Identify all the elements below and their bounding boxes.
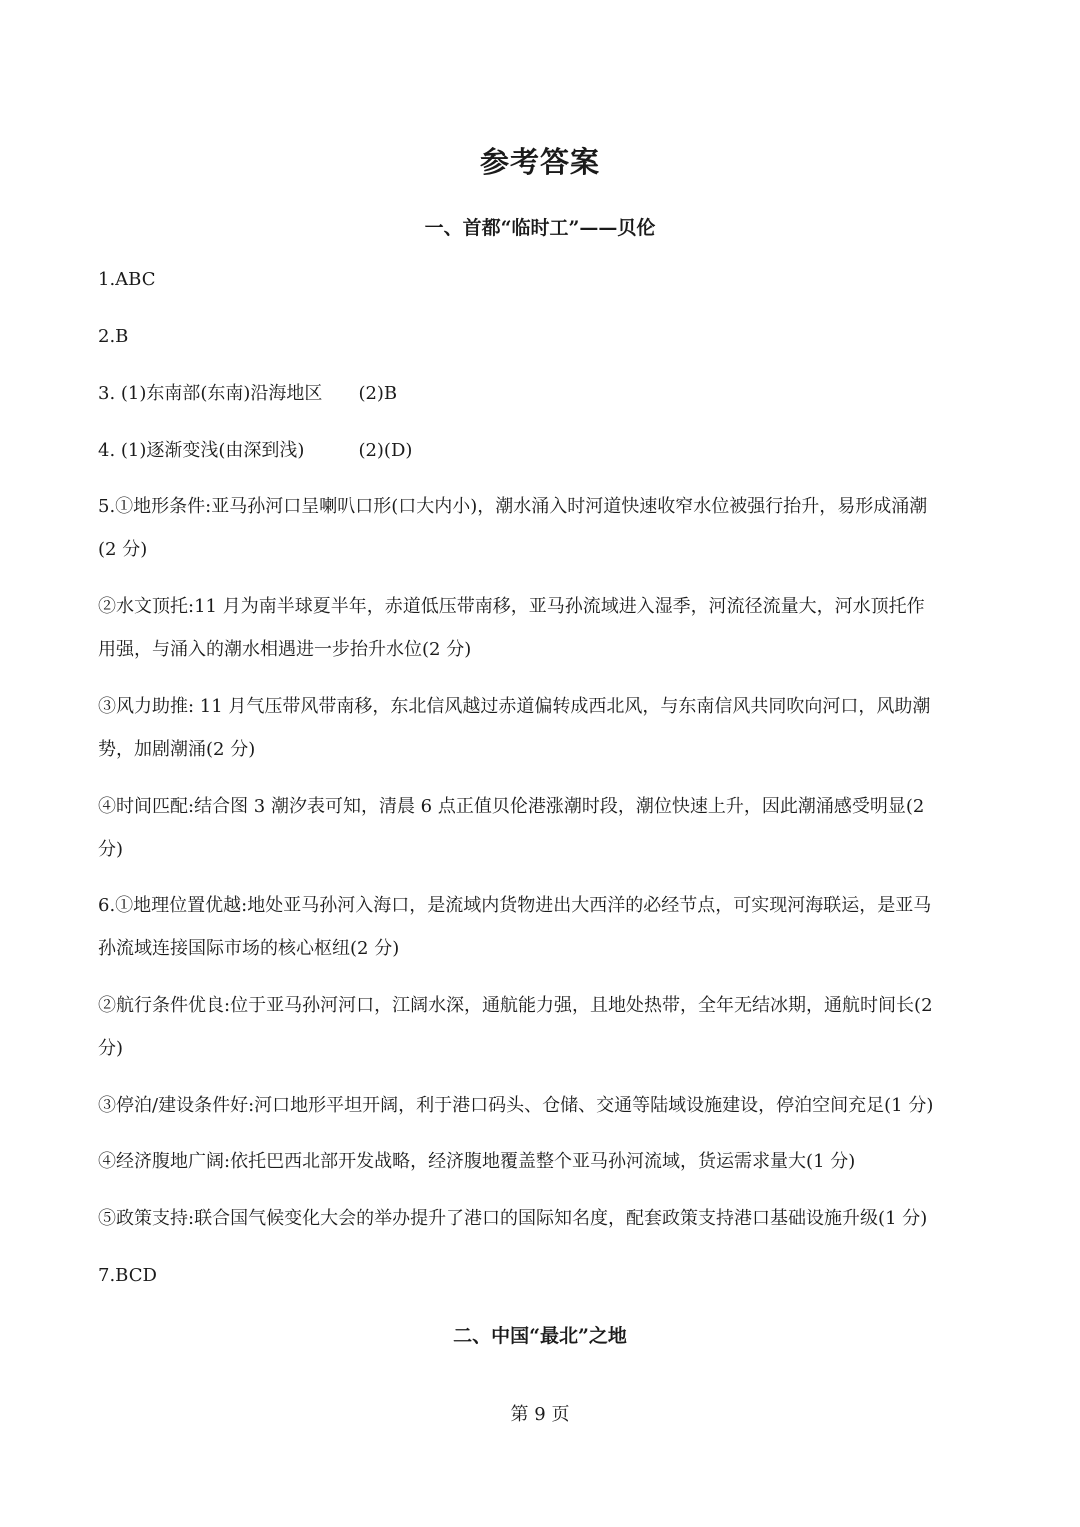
answer-4-part1: 4. (1)逐渐变浅(由深到浅)	[98, 440, 305, 461]
answer-5b-line1: ②水文顶托:11 月为南半球夏半年，赤道低压带南移，亚马孙流域进入湿季，河流径流量大，河水顶托作	[98, 596, 925, 617]
answer-3	[98, 382, 988, 406]
answer-1: 1.ABC	[98, 269, 156, 290]
answer-6d-line1: ④经济腹地广阔:依托巴西北部开发战略，经济腹地覆盖整个亚马孙河流域，货运需求量大(1 分)	[98, 1151, 856, 1172]
answer-6c-line1: ③停泊/建设条件好:河口地形平坦开阔，利于港口码头、仓储、交通等陆域设施建设，停泊空间充足(1 分)	[98, 1095, 934, 1116]
answer-6e-line1: ⑤政策支持:联合国气候变化大会的举办提升了港口的国际知名度，配套政策支持港口基础设施升级(1 分)	[98, 1208, 928, 1229]
answer-5a-line2: (2 分)	[98, 539, 148, 560]
answer-6a-line1: 6.①地理位置优越:地处亚马孙河入海口，是流域内货物进出大西洋的必经节点，可实现河海联运，是亚马	[98, 895, 932, 916]
answer-3-part1: 3. (1)东南部(东南)沿海地区	[98, 383, 323, 404]
answer-7: 7.BCD	[98, 1265, 157, 1286]
section-heading-2: 二、中国“最北”之地	[453, 1325, 627, 1347]
answer-5d-line1: ④时间匹配:结合图 3 潮汐表可知，清晨 6 点正值贝伦港涨潮时段，潮位快速上升，因此潮涌感受明显(2	[98, 796, 925, 817]
page-title: 参考答案	[479, 145, 600, 179]
answer-2: 2.B	[98, 326, 129, 347]
answer-5c-line1: ③风力助推: 11 月气压带风带南移，东北信风越过赤道偏转成西北风，与东南信风共同吹向河口，风助潮	[98, 696, 931, 717]
page-number: 第 9 页	[510, 1404, 570, 1425]
answer-5a-line1: 5.①地形条件:亚马孙河口呈喇叭口形(口大内小)，潮水涌入时河道快速收窄水位被强行抬升，易形成涌潮	[98, 496, 928, 517]
section-heading-1: 一、首都“临时工”——贝伦	[424, 217, 656, 239]
answer-4	[98, 439, 988, 463]
answer-6b-line2: 分)	[98, 1038, 124, 1059]
answer-3-part2: (2)B	[358, 383, 398, 404]
answer-5c-line2: 势，加剧潮涌(2 分)	[98, 739, 256, 760]
answer-4-part2: (2)(D)	[358, 440, 413, 461]
answer-6b-line1: ②航行条件优良:位于亚马孙河河口，江阔水深，通航能力强，且地处热带，全年无结冰期，通航时间长(2	[98, 995, 933, 1016]
answer-6a-line2: 孙流域连接国际市场的核心枢纽(2 分)	[98, 938, 400, 959]
answer-5d-line2: 分)	[98, 839, 124, 860]
answer-5b-line2: 用强，与涌入的潮水相遇进一步抬升水位(2 分)	[98, 639, 472, 660]
